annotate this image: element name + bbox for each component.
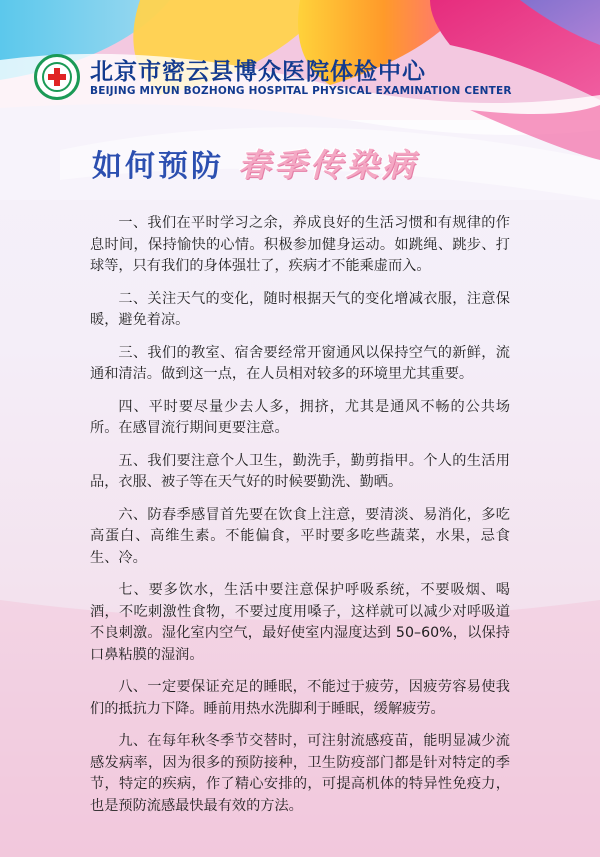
title-part-1: 如何预防	[92, 149, 224, 184]
title-part-2: 春季传染病	[238, 146, 419, 184]
paragraph-9: 九、在每年秋冬季节交替时，可注射流感疫苗，能明显减少流感发病率，因为很多的预防接种，卫生防疫部门都是针对特定的季节，特定的疾病，作了精心安排的，可提高机体的特异性免疫力，也是预防流感最快最有效的方法。	[90, 733, 510, 814]
paragraph-6: 六、防春季感冒首先要在饮食上注意，要清淡、易消化，多吃高蛋白、高维生素。不能偏食，平时要多吃些蔬菜，水果，忌食生、冷。	[90, 506, 510, 566]
hospital-name-cn: 北京市密云县博众医院体检中心	[90, 59, 426, 85]
logo-ring	[42, 62, 72, 92]
paragraph-2: 二、关注天气的变化，随时根据天气的变化增减衣服，注意保暖，避免着凉。	[90, 290, 510, 328]
hospital-name-en: BEIJING MIYUN BOZHONG HOSPITAL PHYSICAL EXAMINATION CENTER	[90, 85, 512, 97]
page-title	[92, 140, 418, 184]
paragraph-3: 三、我们的教室、宿舍要经常开窗通风以保持空气的新鲜，流通和清洁。做到这一点，在人员相对较多的环境里尤其重要。	[90, 344, 510, 382]
paragraph-4: 四、平时要尽量少去人多，拥挤，尤其是通风不畅的公共场所。在感冒流行期间更要注意。	[90, 398, 510, 436]
red-cross-logo-icon	[34, 54, 80, 100]
header	[0, 0, 600, 120]
paragraph-5: 五、我们要注意个人卫生，勤洗手，勤剪指甲。个人的生活用品，衣服、被子等在天气好的时候要勤洗、勤晒。	[90, 452, 510, 490]
content-body	[90, 213, 510, 828]
paragraph-1: 一、我们在平时学习之余，养成良好的生活习惯和有规律的作息时间，保持愉快的心情。积极参加健身运动。如跳绳、跳步、打球等，只有我们的身体强壮了，疾病才不能乘虚而入。	[90, 215, 510, 274]
paragraph-7: 七、要多饮水，生活中要注意保护呼吸系统，不要吸烟、喝酒，不吃刺激性食物，不要过度用嗓子，这样就可以减少对呼吸道不良刺激。湿化室内空气，最好使室内湿度达到 50–60%，以保持口鼻粘膜的湿润。	[90, 582, 510, 663]
paragraph-8: 八、一定要保证充足的睡眠，不能过于疲劳，因疲劳容易使我们的抵抗力下降。睡前用热水洗脚利于睡眠，缓解疲劳。	[90, 679, 510, 717]
cross-horizontal	[48, 74, 66, 80]
